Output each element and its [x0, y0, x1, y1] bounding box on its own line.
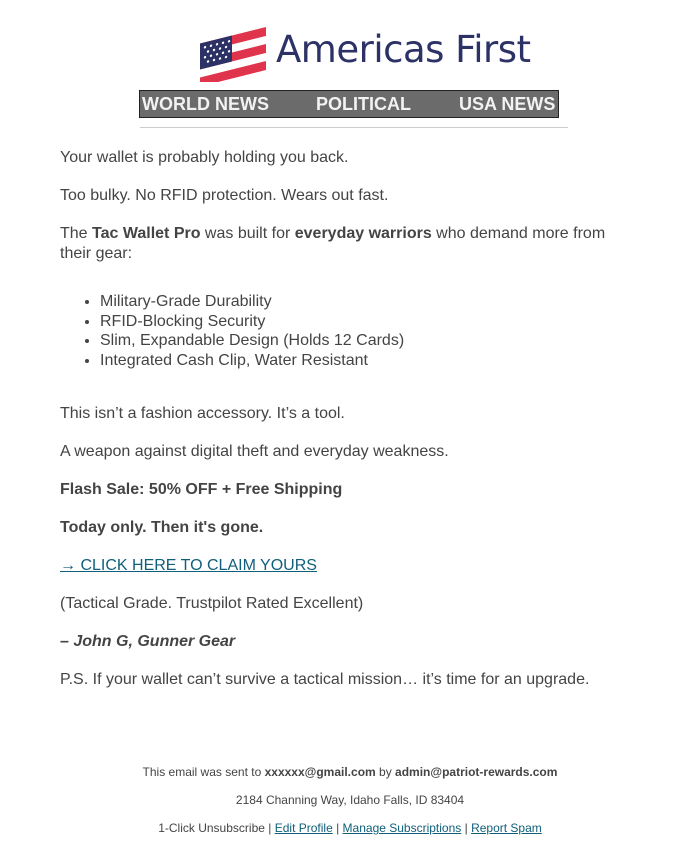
nav-usa-news[interactable]: USA NEWS	[459, 94, 556, 114]
email-header	[0, 0, 700, 130]
sent-by: by	[375, 765, 396, 779]
list-item: • Integrated Cash Clip, Water Resistant	[100, 351, 630, 371]
list-item: • RFID-Blocking Security	[100, 312, 630, 332]
urgency-text	[60, 518, 630, 538]
claim-link[interactable]: → CLICK HERE TO CLAIM YOURS	[60, 557, 317, 574]
signature	[60, 632, 630, 652]
intro-text: Your wallet is probably holding you back.	[60, 149, 349, 166]
product-pitch	[60, 224, 630, 264]
american-flag-icon	[198, 16, 268, 82]
separator: |	[461, 821, 472, 835]
header-divider	[140, 127, 568, 128]
manage-subscriptions-link[interactable]: Manage Subscriptions	[342, 821, 462, 835]
sale-headline: Flash Sale: 50% OFF + Free Shipping	[60, 481, 343, 498]
edit-profile-link[interactable]: Edit Profile	[274, 821, 333, 835]
brand-logo[interactable]	[198, 14, 531, 84]
feature-list	[60, 292, 630, 370]
nav-bar	[139, 90, 559, 118]
sent-to-line	[0, 765, 700, 779]
pitch-pre: The	[60, 225, 93, 242]
tool-text: This isn’t a fashion accessory. It’s a tool.	[60, 405, 345, 422]
sent-pre: This email was sent to	[142, 765, 265, 779]
nav-world-news[interactable]: WORLD NEWS	[142, 94, 269, 114]
nav-political[interactable]: POLITICAL	[316, 94, 411, 114]
pitch-post: who demand more from their gear:	[60, 225, 606, 262]
email-body	[60, 148, 630, 708]
separator: |	[332, 821, 343, 835]
list-item: • Slim, Expandable Design (Holds 12 Cards)	[100, 331, 630, 351]
sale-text	[60, 480, 630, 500]
report-spam-link[interactable]: Report Spam	[471, 821, 542, 835]
weapon-text: A weapon against digital theft and everyday weakness.	[60, 443, 449, 460]
brand-name: Americas First	[276, 27, 531, 71]
audience-text: everyday warriors	[294, 225, 432, 242]
mailing-address: 2184 Channing Way, Idaho Falls, ID 83404	[235, 793, 465, 807]
unsubscribe-text[interactable]: 1-Click Unsubscribe	[158, 821, 265, 835]
list-item: • Military-Grade Durability	[100, 292, 630, 312]
postscript: P.S. If your wallet can’t survive a tactical mission… it’s time for an upgrade.	[60, 671, 590, 688]
footer-divider	[50, 716, 650, 744]
sender-email: admin@patriot-rewards.com	[395, 765, 558, 779]
cta-row	[60, 556, 630, 576]
problem-text: Too bulky. No RFID protection. Wears out fast.	[60, 187, 389, 204]
recipient-email: xxxxxx@gmail.com	[264, 765, 376, 779]
separator: |	[264, 821, 275, 835]
signature-text: – John G, Gunner Gear	[60, 633, 236, 650]
pitch-mid: was built for	[200, 225, 295, 242]
product-name: Tac Wallet Pro	[92, 225, 201, 242]
urgency-headline: Today only. Then it's gone.	[60, 519, 264, 536]
email-footer	[0, 765, 700, 849]
footer-links	[0, 821, 700, 835]
rating-note: (Tactical Grade. Trustpilot Rated Excellent)	[60, 595, 364, 612]
